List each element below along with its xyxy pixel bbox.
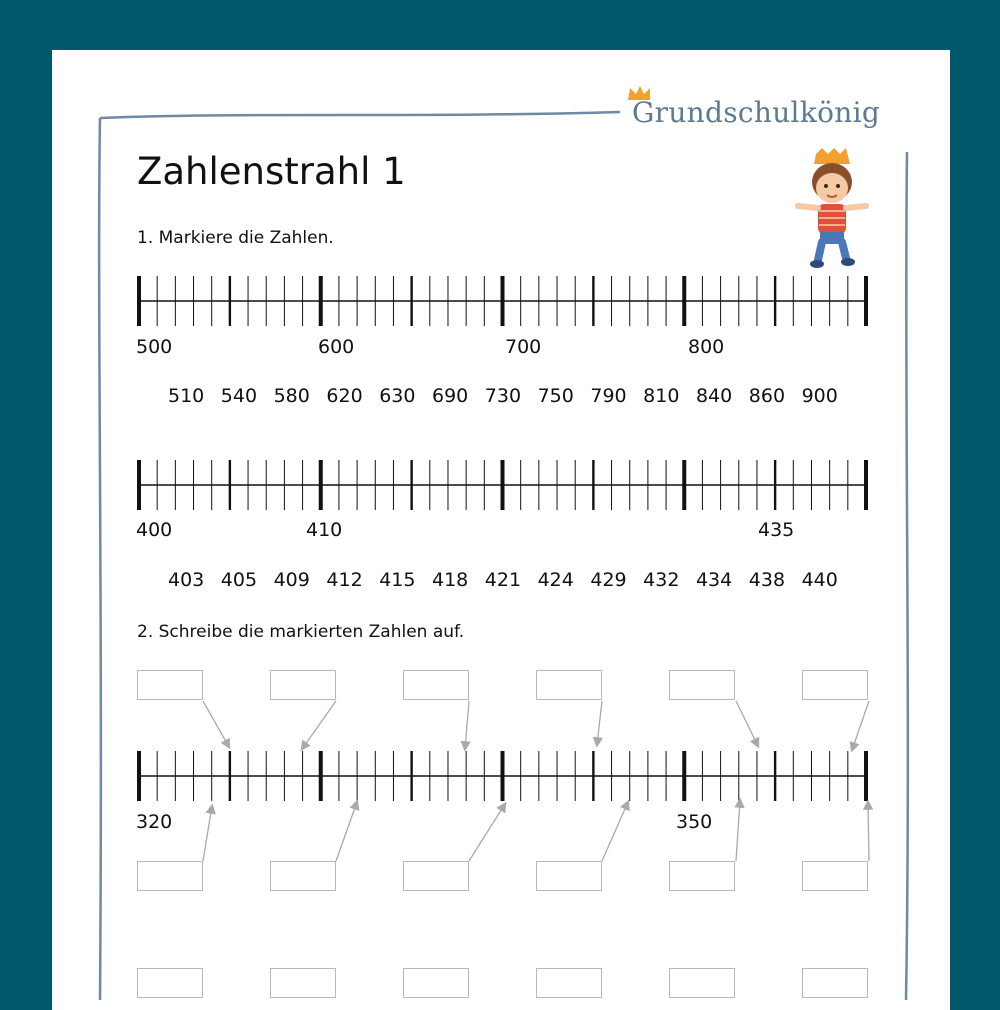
answer-box[interactable] — [802, 670, 868, 700]
number-item: 690 — [431, 385, 469, 407]
answer-box[interactable] — [802, 968, 868, 998]
answer-box[interactable] — [802, 861, 868, 891]
number-item: 409 — [273, 569, 310, 591]
number-line-label: 600 — [318, 336, 355, 358]
number-line-label: 410 — [306, 519, 343, 541]
answer-box[interactable] — [403, 670, 469, 700]
brand-logo: Grundschulkönig — [632, 96, 881, 129]
number-item: 900 — [801, 385, 838, 407]
number-item: 620 — [326, 385, 363, 407]
number-item: 418 — [431, 569, 469, 591]
page-title: Zahlenstrahl 1 — [137, 150, 406, 193]
pointer-arrow — [336, 802, 357, 861]
pointer-arrow — [852, 701, 869, 750]
number-item: 840 — [695, 385, 733, 407]
answer-box[interactable] — [536, 861, 602, 891]
pointer-arrow — [203, 701, 229, 747]
pointer-arrow — [203, 806, 212, 861]
pointer-arrow — [868, 802, 869, 861]
answer-box[interactable] — [270, 670, 336, 700]
pointer-arrow — [597, 701, 602, 745]
number-item: 510 — [168, 385, 205, 407]
number-line-label: 700 — [505, 336, 542, 358]
number-item: 434 — [695, 569, 733, 591]
number-item: 810 — [643, 385, 680, 407]
number-item: 750 — [537, 385, 574, 407]
answer-box[interactable] — [270, 861, 336, 891]
number-item: 580 — [273, 385, 310, 407]
number-item: 424 — [537, 569, 574, 591]
pointer-arrow — [302, 701, 336, 749]
number-line-label: 400 — [136, 519, 173, 541]
number-item: 730 — [484, 385, 522, 407]
number-line-label: 320 — [136, 811, 173, 833]
answer-box[interactable] — [403, 861, 469, 891]
pointer-arrow — [736, 701, 758, 746]
number-item: 432 — [643, 569, 680, 591]
answer-box[interactable] — [137, 968, 203, 998]
number-line-label: 500 — [136, 336, 173, 358]
number-item: 630 — [379, 385, 416, 407]
number-item: 440 — [801, 569, 838, 591]
answer-box[interactable] — [137, 670, 203, 700]
number-line-label: 350 — [676, 811, 713, 833]
answer-box[interactable] — [536, 968, 602, 998]
pointer-arrow — [469, 804, 505, 861]
answer-box[interactable] — [403, 968, 469, 998]
number-item: 860 — [748, 385, 786, 407]
answer-box[interactable] — [137, 861, 203, 891]
number-line-label: 435 — [758, 519, 795, 541]
number-item: 405 — [220, 569, 258, 591]
number-item: 415 — [379, 569, 416, 591]
pointer-arrow — [465, 701, 469, 749]
number-item: 540 — [220, 385, 258, 407]
answer-box[interactable] — [270, 968, 336, 998]
number-item: 421 — [484, 569, 522, 591]
answer-box[interactable] — [669, 670, 735, 700]
task-2-instruction: 2. Schreibe die markierten Zahlen auf. — [137, 622, 465, 642]
number-item: 403 — [168, 569, 205, 591]
number-item: 438 — [748, 569, 786, 591]
pointer-arrow — [602, 802, 628, 861]
task-1-instruction: 1. Markiere die Zahlen. — [137, 228, 334, 248]
number-line-label: 800 — [688, 336, 725, 358]
pointer-arrow — [736, 800, 740, 861]
number-item: 429 — [590, 569, 627, 591]
answer-box[interactable] — [669, 861, 735, 891]
answer-box[interactable] — [536, 670, 602, 700]
number-item: 790 — [590, 385, 627, 407]
answer-box[interactable] — [669, 968, 735, 998]
number-item: 412 — [326, 569, 363, 591]
